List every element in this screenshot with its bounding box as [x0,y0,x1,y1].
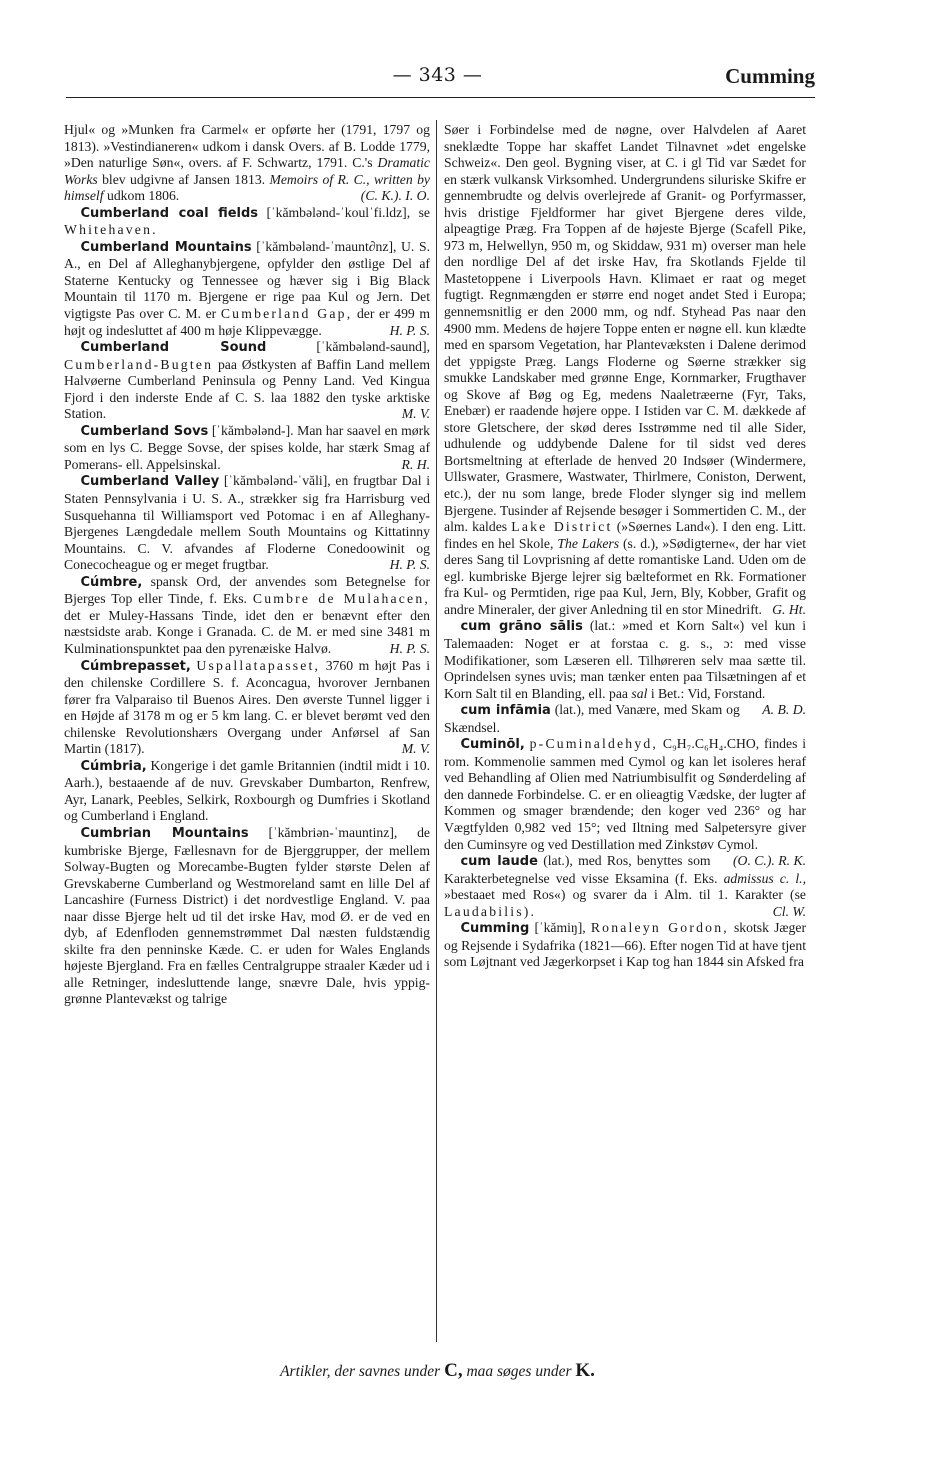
author-signature: (O. C.). R. K. [733,853,806,869]
entry-cumbrepasset: Cúmbrepasset, Uspallatapasset, 3760 m højt Pas i den chilenske Cordillere S. f. Aconcagua, hvorover Jernbanen fører fra Valparaiso til Buenos Aires. Den øverste Tunnel ligger i en Højde af 3178 m og er 5 km lang. C. er blevet berømt ved den chilenske Revolutionshærs Overgang under Anførsel af San Martin (1817). M. V. [64,657,431,757]
headword: Cúmbria, [80,758,147,774]
cross-reference: Laudabilis). [444,903,537,919]
entry-continuation: Søer i Forbindelse med de nøgne, over Halvdelen af Aaret sneklædte Toppe har skaffet Landet Tilnavnet »det engelske Schweiz«. Den geol. Bygning viser, at C. i gl Tid var Sædet for en stærk vulkansk Virksomhed. Undergrundens siluriske Skifre er gennembrudte og delvis overlejrede af Granit- og Porfyrmasser, hvis dristige Fjeldformer har givet Bjergene deres vilde, alpeagtige Præg. Fra Toppen af de højeste Bjerge (Scafell Pike, 973 m, Helwellyn, 950 m, og Skiddaw, 931 m) overser man hele den nordlige Del af det irske Hav, fra Skotlands Fjelde til Mastetoppene i Liverpools Havn. Klimaet er raat og meget fugtigt. Regnmængden er større end noget andet Sted i Europa; gennemsnitlig er den 2000 mm, og ndf. Styhead Pas naar den 4900 mm. Medens de højere Toppe enten er nøgne ell. kun klædte med en sparsom Vegetation, har Plantevæksten i Dalene derimod det yppigste Præg. Langs Floderne og Søerne strækker sig smukke Landskaber med grønne Enge, Kornmarker, Frugthaver og Skove af Bøg og Eg, medens Naaletræerne (Fyr, Taks, Enebær) er raadende højere oppe. I Istiden var C. M. dækkede af store Gletschere, der skød deres Isstrømme ned til alle Sider, udhulende og uddybende Dalene for til sidst ved deres Bortsmeltning at efterlade de henved 20 Indsøer (Windermere, Ullswater, Grasmere, Wastwater, Thirlmere, Coniston, Derwent, etc.), der nu som lange, brede Floder slynger sig ind mellem Bjergene. Tusinder af Rejsende besøger i Sommertiden C. M., der alm. kaldes Lake District (»Søernes Land«). I den eng. Litt. findes en hel Skole, The Lakers (s. d.), »Sødigterne«, der har viet deres Sang til Lovprisning af dette romantiske Land. Uden om de egl. kumbriske Bjerge lejrer sig bælteformet en Rk. Formationer fra Kul- og Permtiden, rige paa Kul, Jern, Bly, Kobber, Grafit og andre Mineraler, der giver Anledning til en stor Minedrift. G. Ht. [444,122,807,617]
headword: cum grāno sālis [460,619,583,635]
headword: Cumberland Valley [80,474,220,490]
spaced-term: Ronaleyn Gordon, [590,920,729,936]
entry-cumberland-valley: Cumberland Valley [ˈkămbəlǝnd-ˈvăli], en frugtbar Dal i Staten Pennsylvania i U. S. A., strækker sig fra Harrisburg ved Susquehanna til Williamsport ved Potomac i en af Alleghany-Bjergenes Længdedale mellem South Mountains og Kittatinny Mountains. C. V. afvandes af Floderne Conedoowinit og Conecocheague og er meget frugtbar. H. P. S. [64,473,431,573]
entry-cumberland-mountains: Cumberland Mountains [ˈkămbəlǝnd-ˈmaunt∂nz], U. S. A., en Del af Alleghanybjergene, opfylder den østlige Del af Staterne Kentucky og Tennessee og hæver sig i Big Black Mountain til 1170 m. Bjergene er rige paa Kul og Jern. Det vigtigste Pas over C. M. er Cumberland Gap, der er 499 m højt og indesluttet af 400 m høje Klippevægge. H. P. S. [64,238,431,338]
spaced-term: Cumbre de Mulahacen, [252,591,431,607]
author-signature: G. Ht. [772,601,806,617]
header-rule [66,97,815,98]
author-signature: H. P. S. [389,640,430,656]
column-divider [436,120,437,1342]
entry-cumberland-sound: Cumberland Sound [ˈkămbəlǝnd-saund], Cumberland-Bugten paa Østkysten af Baffin Land mellem Halvøerne Cumberland Peninsula og Penny Land. Ved Kingua Fjord i den inderste Ende af C. S. laa 1882 den tyske arktiske Station. M. V. [64,339,430,422]
entry-cum-laude: cum laude (lat.), med Ros, benyttes som Karakterbetegnelse ved visse Eksamina (f. Eks. admissus c. l., »bestaaet med Ros«) og svarer da i Alm. til 1. Karakter (se Laudabilis). Cl. W. [444,853,807,919]
headword: cum laude [460,854,538,870]
entry-cum-infamia: cum infāmia (lat.), med Vanære, med Skam og Skændsel. [444,702,740,735]
headword: Cumberland Sovs [80,423,209,439]
headword: Cuminōl, [460,737,525,753]
headword: Cumberland Mountains [80,239,252,255]
cross-reference: Whitehaven. [64,222,158,238]
entry-cumming: Cumming [ˈkămiŋ], Ronaleyn Gordon, skotsk Jæger og Rejsende i Sydafrika (1821—66). Efter nogen Tid at have tjent som Løjtnant ved Jægerkorpset i Kap tog han 1844 sin Afsked fra [444,920,807,970]
entry-cumbrian-mountains: Cumbrian Mountains [ˈkămbriǝn-ˈmauntinz], de kumbriske Bjerge, Fællesnavn for de Bjerggrupper, der mellem Solway-Bugten og Morecambe-Bugten fylder største Delen af Grevskaberne Cumberland og Westmoreland samt en lille Del af Lancashire (Furness District) i det nordvestlige England. V. paa naar disse Bjerge helt ud til det irske Hav, mod Ø. er de ved en dyb, af Edenfloden gennemstrømmet Dal næsten fuldstændig skilte fra den penninske Kæde. C. er uden for Wales Englands højeste Bjergland. Fra en fælles Centralgruppe straaler Kæder ud i alle Retninger, indesluttende lange, snævre Dale, hvis yppig-grønne Plantevækst og talrige [64,824,430,1007]
entry-cum-grano-salis: cum grāno sālis (lat.: »med et Korn Salt«) vel kun i Talemaaden: Noget er at forstaa c. g. s., ɔ: med visse Modifikationer, som Læseren ell. Tilhøreren selv maa sætte til. Oprindelsen synes uvis; man tænker enten paa Tilsætningen af et Korn Salt til en Blanding, ell. paa sal i Bet.: Vid, Forstand. A. B. D. [444,618,806,718]
author-signature: H. P. S. [389,322,430,338]
left-column [64,122,430,1008]
headword: Cúmbrepasset, [80,658,191,674]
page-number: — 343 — [392,64,483,86]
running-head: Cumming [725,64,815,88]
headword: Cúmbre, [80,574,143,590]
author-signature: A. B. D. [762,702,806,718]
entry-cuminol: Cuminōl, p-Cuminaldehyd, C₉H₇.C₆H₄.CHO, findes i rom. Kommenolie sammen med Cymol og kan let isoleres heraf ved Behandling af Olien med Natriumbisulfit og Sønderdeling af den dannede Forbindelse. C. er en olieagtig Vædske, der lugter af Kommen og smager brændende; den koger ved 236° og har Vægtfylden 0,982 ved 15°; ved Iltning med Salpetersyre giver den Cuminsyre og ved Destillation med Zinkstøv Cymol. (O. C.). R. K. [444,736,807,869]
headword: cum infāmia [460,703,551,719]
spaced-term: p-Cuminaldehyd, [529,736,659,752]
headword: Cumbrian Mountains [80,825,249,841]
entry-cumberland-sovs: Cumberland Sovs [ˈkămbəlǝnd-]. Man har saavel en mørk som en lys C. Begge Sovse, der spises kolde, har stærk Smag af Pomerans- ell. Appelsinskal. R. H. [64,422,431,472]
entry-cumberland-coal-fields: Cumberland coal fields [ˈkămbəlǝnd-ˈkoulˈfi.ldz], se Whitehaven. [64,204,430,238]
author-signature: M. V. [401,741,430,757]
headword: Cumberland Sound [80,340,267,356]
entry-continuation: Hjul« og »Munken fra Carmel« er opførte her (1791, 1797 og 1813). »Vestindianeren« udkom i dansk Overs. af B. Lodde 1779, »Den naturlige Søn«, overs. af F. Schwartz, 1791. C.'s Dramatic Works blev udgivne af Jansen 1813. Memoirs of R. C., written by himself udkom 1806. (C. K.). I. O. [64,122,430,204]
author-signature: R. H. [401,456,430,472]
author-signature: M. V. [401,406,430,422]
entry-cumbria: Cúmbria, Kongerige i det gamle Britannien (indtil midt i 10. Aarh.), bestaaende af de nuv. Grevskaber Dumbarton, Renfrew, Ayr, Lanark, Peebles, Selkirk, Roxbourgh og Dumfries i Skotland og Cumberland i England. [64,757,431,824]
page-header [60,64,815,94]
spaced-term: Lake District [511,519,613,535]
author-signature: H. P. S. [389,557,430,573]
page-footer: Artikler, der savnes under C, maa søges under K. [280,1360,595,1381]
headword: Cumming [460,921,530,937]
right-column [444,122,806,971]
author-signature: (C. K.). I. O. [360,188,430,204]
author-signature: Cl. W. [772,903,806,919]
spaced-term: Uspallatapasset, [196,657,321,673]
entry-cumbre: Cúmbre, spansk Ord, der anvendes som Betegnelse for Bjerges Top eller Tinde, f. Eks. Cumbre de Mulahacen, det er Muley-Hassans Tinde, idet den er benævnt efter den næstsidste arab. Konge i Granada. C. de M. er med sine 3481 m Kulminationspunktet paa den pyrenæiske Halvø. H. P. S. [64,573,431,656]
headword: Cumberland coal fields [80,205,259,221]
spaced-term: Cumberland Gap, [220,306,353,322]
spaced-term: Cumberland-Bugten [64,356,214,372]
